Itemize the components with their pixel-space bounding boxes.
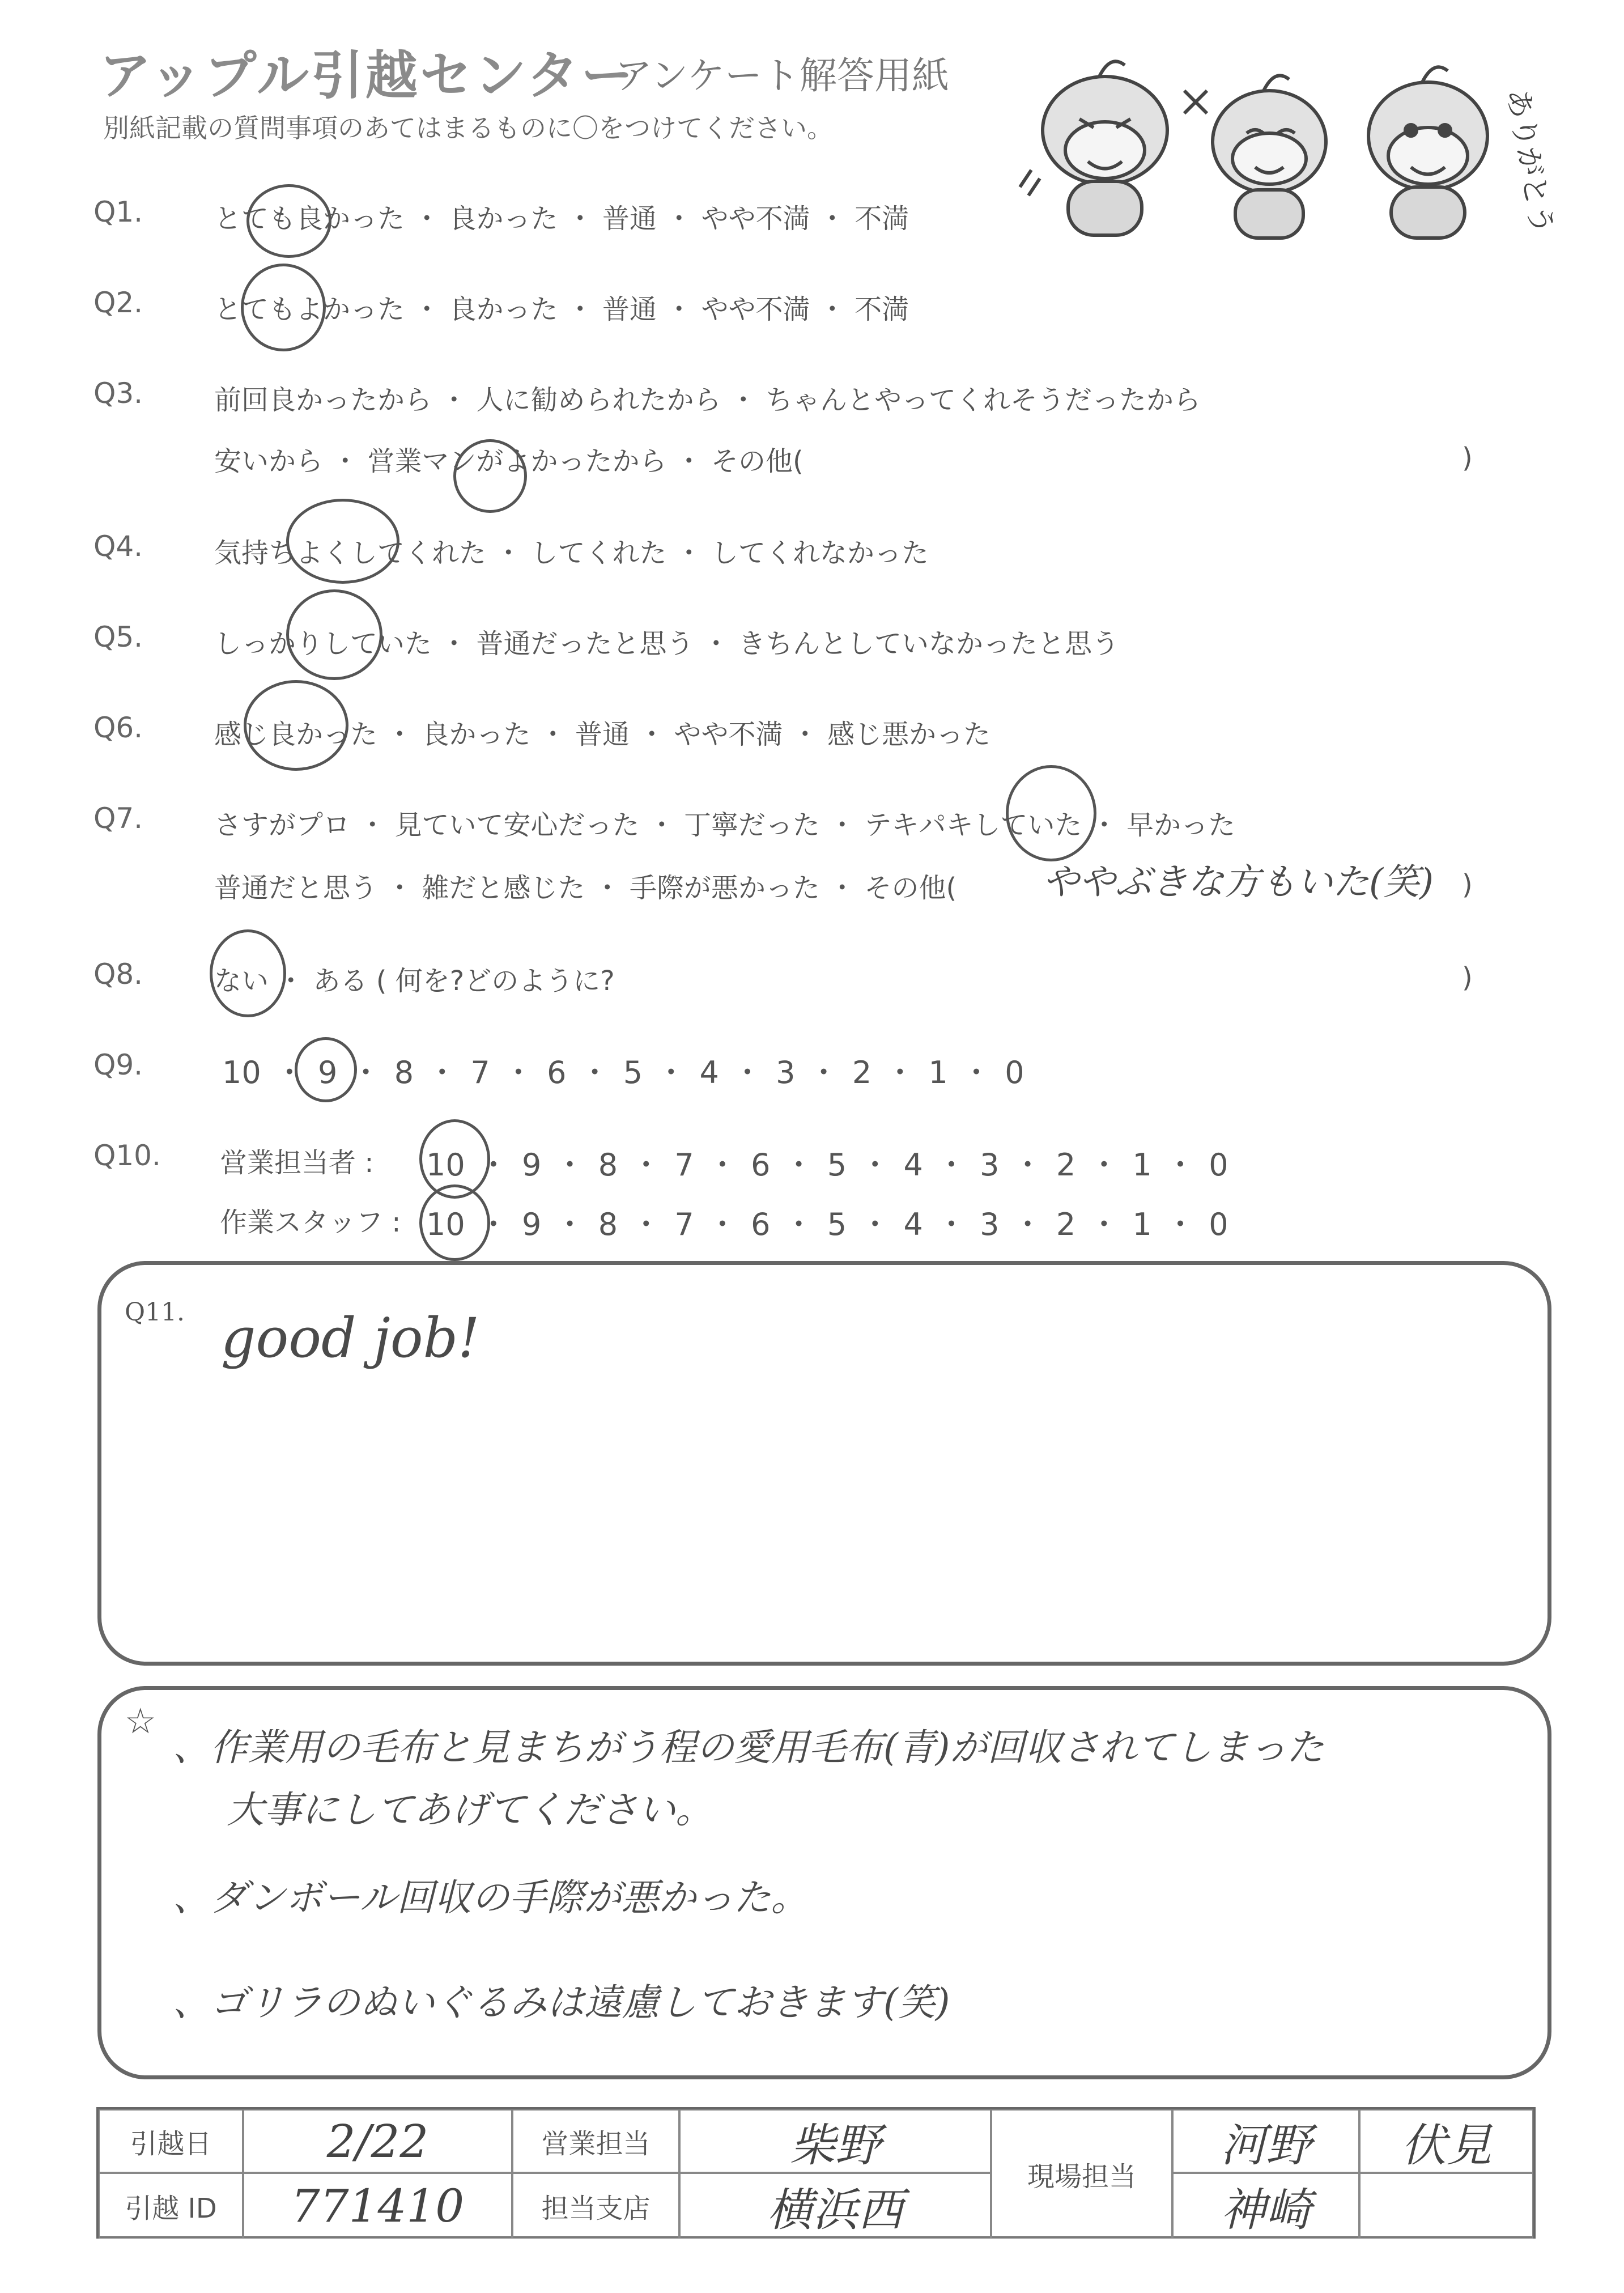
move-id-label: 引越 ID [99, 2173, 243, 2239]
q10-sales-label: 営業担当者 : [220, 1147, 374, 1179]
q6-options: 感じ良かった ・ 良かった ・ 普通 ・ やや不満 ・ 感じ悪かった [214, 719, 991, 750]
move-info-table [96, 2107, 1536, 2239]
site-staff-value-1: 河野 [1172, 2109, 1359, 2173]
q11-handwritten-answer: good job! [221, 1306, 480, 1370]
thanks-text: ありがとう [1500, 86, 1559, 237]
sales-rep-label: 営業担当 [512, 2109, 679, 2173]
q8-close-paren: ) [1462, 962, 1473, 993]
form-instruction: 別紙記載の質問事項のあてはまるものに〇をつけてください。 [103, 113, 833, 143]
q3-options-line1: 前回良かったから ・ 人に勧められたから ・ ちゃんとやってくれそうだったから [214, 384, 1201, 416]
q2-label: Q2. [93, 286, 143, 319]
q10-label: Q10. [93, 1139, 161, 1172]
q10-staff-answer-circle [419, 1184, 490, 1261]
move-date-value: 2/22 [243, 2109, 512, 2173]
q8-answer-circle [210, 929, 286, 1017]
form-title: アップル引越センター [99, 45, 636, 106]
q10-staff-scale: 10 ・ 9 ・ 8 ・ 7 ・ 6 ・ 5 ・ 4 ・ 3 ・ 2 ・ 1 ・ 0 [426, 1207, 1228, 1242]
q1-options: とても良かった ・ 良かった ・ 普通 ・ やや不満 ・ 不満 [214, 203, 909, 235]
q10-sales-scale: 10 ・ 9 ・ 8 ・ 7 ・ 6 ・ 5 ・ 4 ・ 3 ・ 2 ・ 1 ・ 0 [426, 1147, 1228, 1183]
q7-options-line2: 普通だと思う ・ 雑だと感じた ・ 手際が悪かった ・ その他( [214, 872, 957, 904]
branch-label: 担当支店 [512, 2173, 679, 2239]
site-staff-label: 現場担当 [991, 2109, 1172, 2239]
site-staff-value-3: 伏見 [1359, 2109, 1533, 2173]
q6-label: Q6. [93, 711, 143, 744]
q3-options-line2: 安いから ・ 営業マンがよかったから ・ その他( [214, 445, 804, 477]
q7-close-paren: ) [1462, 869, 1473, 901]
q9-scale: 10 ・ 9 ・ 8 ・ 7 ・ 6 ・ 5 ・ 4 ・ 3 ・ 2 ・ 1 ・ 0 [222, 1055, 1024, 1090]
q5-label: Q5. [93, 621, 143, 653]
q11-label: Q11. [125, 1298, 185, 1327]
q3-label: Q3. [93, 377, 143, 410]
star-icon: ☆ [125, 1700, 156, 1742]
q2-options: とてもよかった ・ 良かった ・ 普通 ・ やや不満 ・ 不満 [214, 294, 909, 325]
comment-line-4: 、ゴリラのぬいぐるみは遠慮しておきます(笑) [173, 1981, 950, 2024]
comment-line-2: 大事にしてあげてください。 [227, 1788, 713, 1832]
site-staff-empty-cell [1359, 2173, 1533, 2239]
q3-close-paren: ) [1462, 442, 1473, 474]
move-date-label: 引越日 [99, 2109, 243, 2173]
q9-answer-circle [295, 1037, 357, 1102]
q2-answer-circle [241, 264, 326, 351]
site-staff-value-2: 神崎 [1172, 2173, 1359, 2239]
comment-line-1: 、作業用の毛布と見まちがう程の愛用毛布(青)が回収されてしまった [173, 1726, 1324, 1769]
q7-label: Q7. [93, 802, 143, 835]
q1-label: Q1. [93, 196, 143, 228]
q4-options: 気持ちよくしてくれた ・ してくれた ・ してくれなかった [214, 537, 929, 569]
q5-options: しっかりしていた ・ 普通だったと思う ・ きちんとしていなかったと思う [214, 628, 1120, 660]
q4-answer-circle [286, 499, 399, 584]
q8-options: ない ・ ある ( 何を?どのように? [214, 965, 615, 997]
sales-rep-value: 柴野 [679, 2109, 991, 2173]
q7-answer-circle [1006, 765, 1096, 861]
move-id-value: 771410 [243, 2173, 512, 2239]
q10-staff-label: 作業スタッフ : [220, 1207, 401, 1238]
branch-value: 横浜西 [679, 2173, 991, 2239]
q8-label: Q8. [93, 958, 143, 991]
q7-options-line1: さすがプロ ・ 見ていて安心だった ・ 丁寧だった ・ テキパキしていた ・ 早かった [214, 809, 1236, 841]
q7-handwritten-other: ややぶきな方もいた(笑) [1043, 861, 1434, 903]
q4-label: Q4. [93, 530, 143, 563]
q3-answer-circle [453, 439, 527, 513]
mascot-monkeys-illustration [1014, 57, 1559, 244]
q9-label: Q9. [93, 1048, 143, 1081]
comment-line-3: 、ダンボール回収の手際が悪かった。 [173, 1876, 809, 1920]
q1-answer-circle [246, 184, 331, 258]
q5-answer-circle [286, 589, 382, 680]
form-subtitle: アンケート解答用紙 [615, 54, 950, 97]
q6-answer-circle [244, 680, 348, 771]
